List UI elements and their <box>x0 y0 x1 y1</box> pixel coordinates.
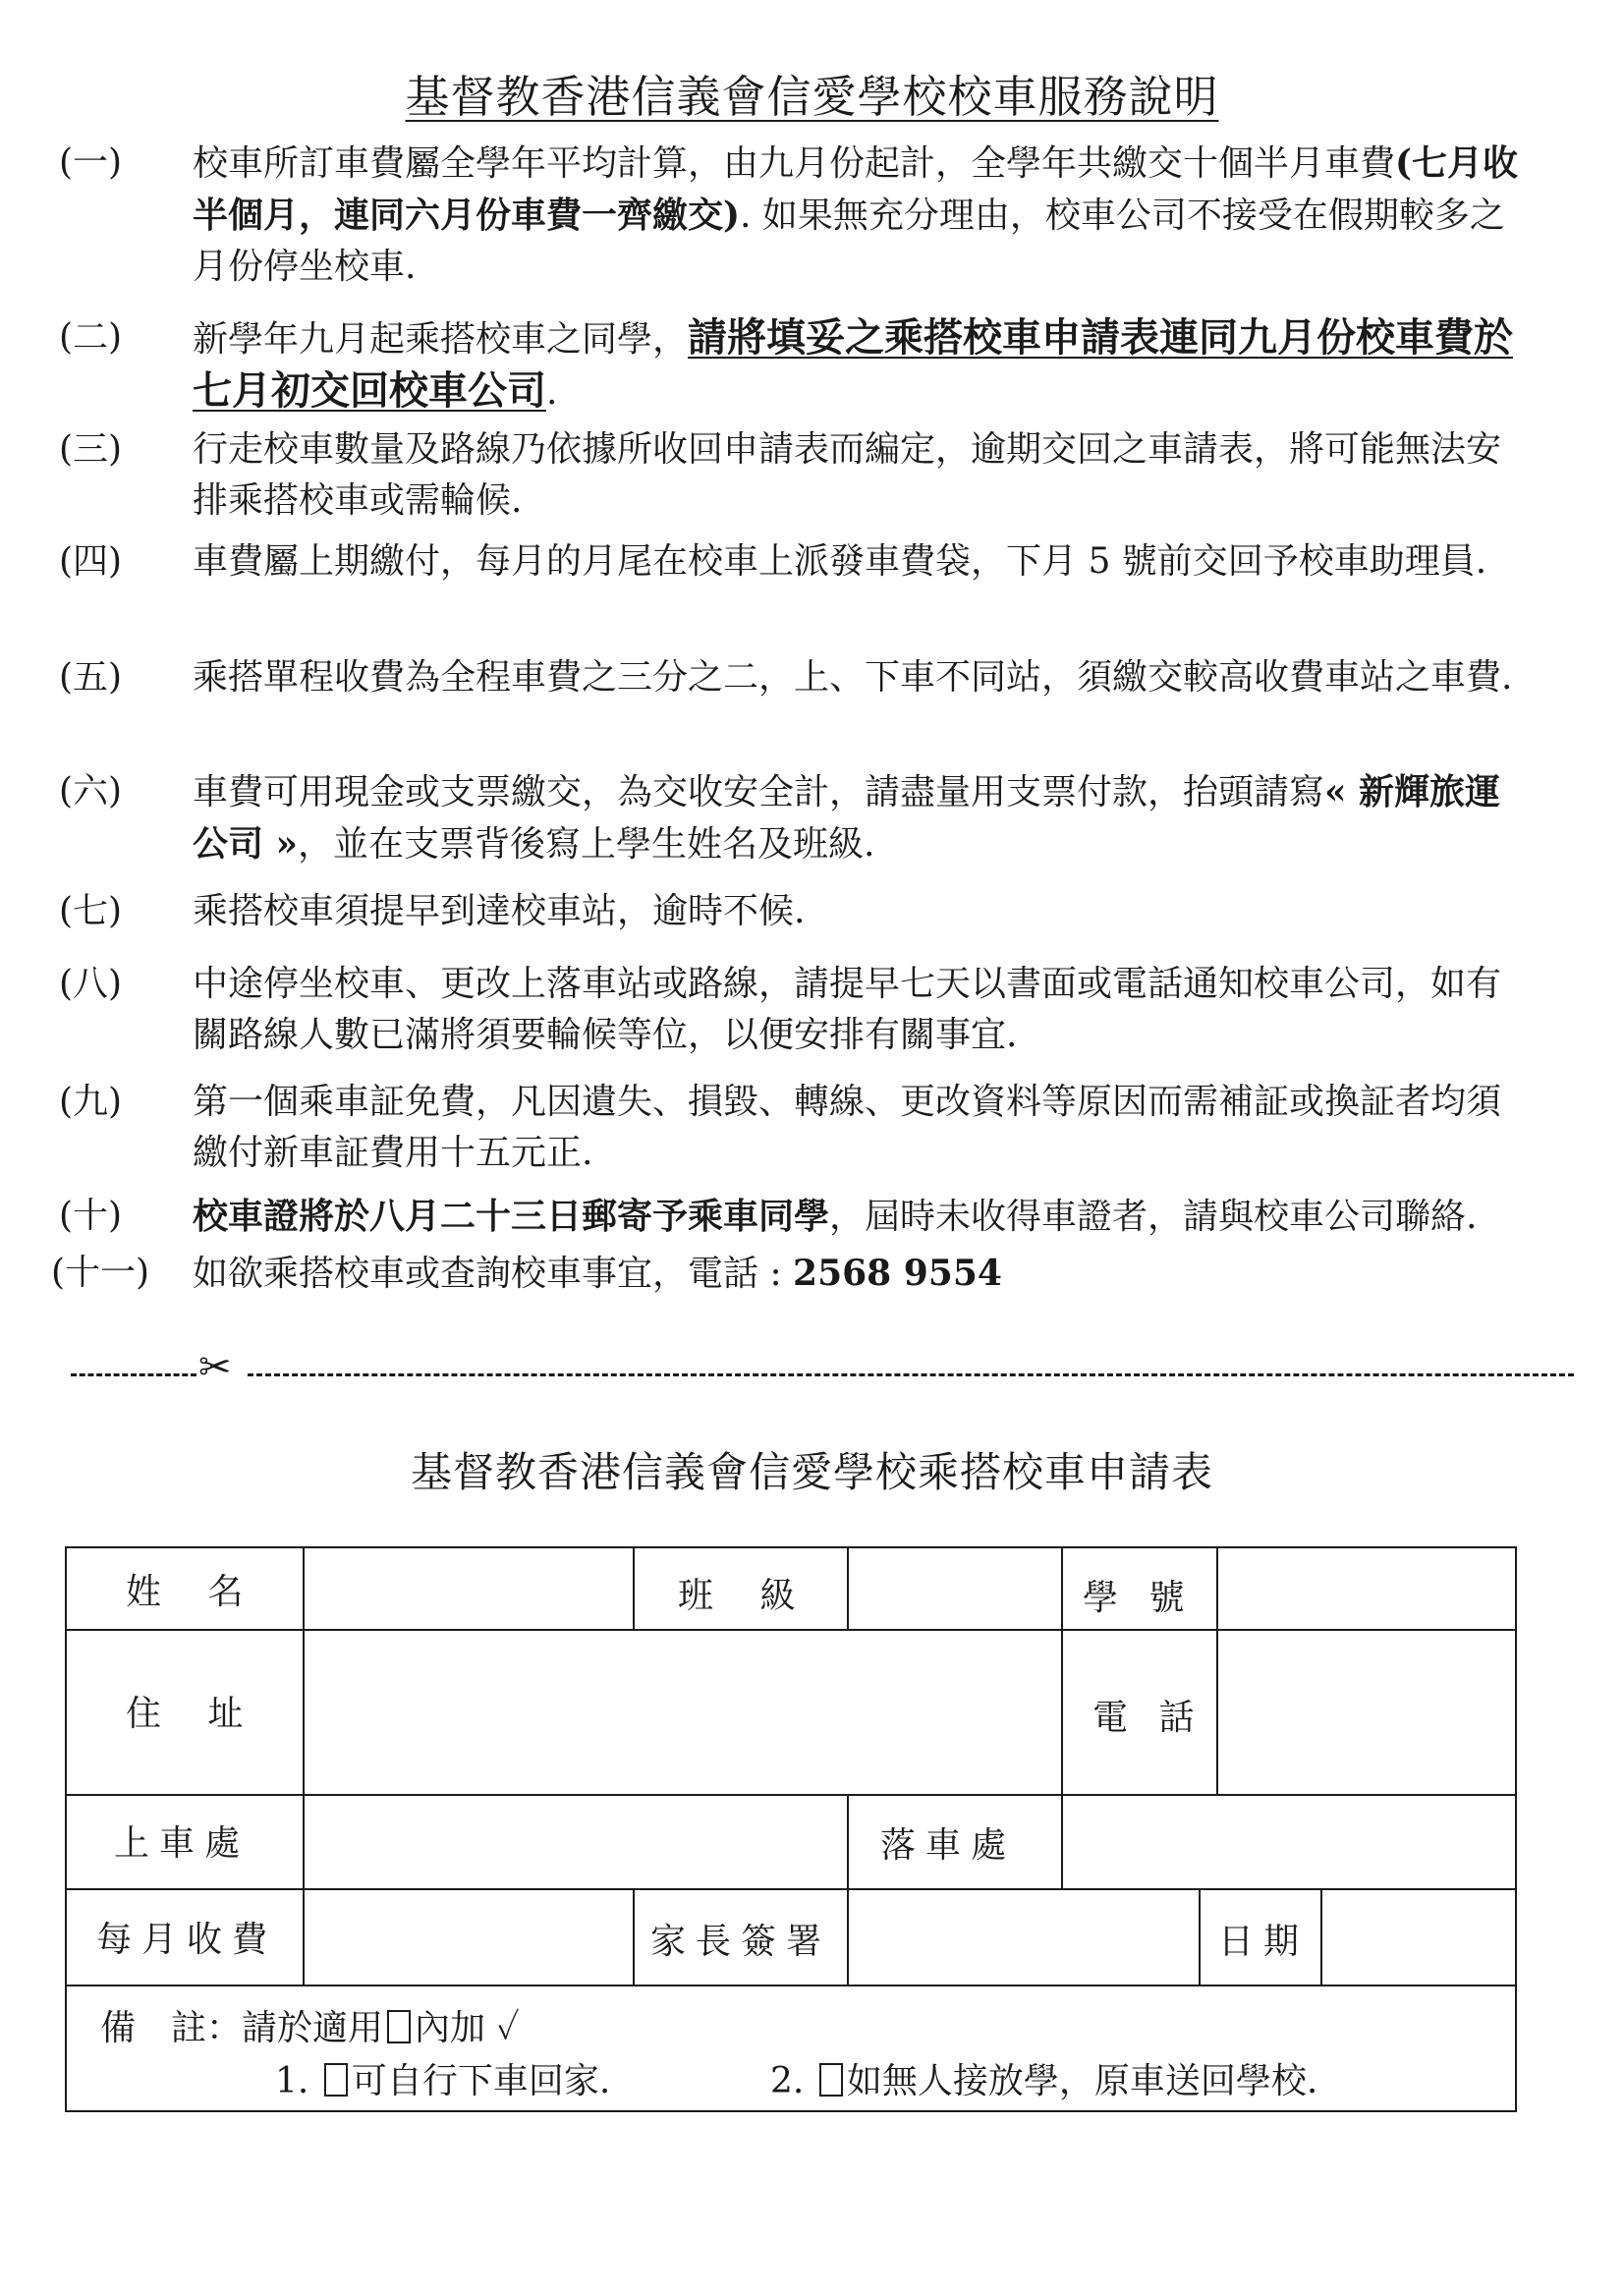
label-pickup: 上車處 <box>114 1823 251 1864</box>
rule-text-part: ，並在支票背後寫上學生姓名及班級. <box>298 824 875 865</box>
rule-text-part: 乘搭校車須提早到達校車站，逾時不候. <box>193 891 806 931</box>
rule-text-part: 車費屬上期繳付，每月的月尾在校車上派發車費袋，下月 5 號前交回予校車助理員. <box>193 541 1487 582</box>
label-class: 班 級 <box>678 1576 813 1616</box>
rule-number: (十) <box>59 1196 123 1236</box>
form-title: 基督教香港信義會信愛學校乘搭校車申請表 <box>410 1448 1213 1496</box>
remark-option-2 <box>770 2053 1317 2103</box>
label-phone: 電 話 <box>1092 1698 1204 1738</box>
rule-number: (十一) <box>51 1253 150 1293</box>
monthly-fee-field[interactable] <box>305 1890 633 1985</box>
rule-text <box>193 536 1529 587</box>
rule-text-part: 校車所訂車費屬全學年平均計算，由九月份起計，全學年共繳交十個半月車費 <box>193 143 1396 184</box>
rule-text-part: . <box>546 372 558 413</box>
label-address: 住 址 <box>126 1694 261 1734</box>
col-divider <box>633 1888 635 1985</box>
label-parent-signature: 家長簽署 <box>650 1922 832 1962</box>
label-monthly-fee: 每月收費 <box>96 1920 278 1960</box>
col-divider <box>1199 1888 1201 1985</box>
rule-text <box>193 424 1529 527</box>
rule-text-part: « 新輝旅運公司 » <box>193 771 1501 865</box>
notice-title <box>0 61 1624 125</box>
rule-text <box>193 959 1529 1061</box>
rule-number: (二) <box>59 317 123 358</box>
phone-field[interactable] <box>1218 1631 1515 1794</box>
label-date: 日期 <box>1218 1922 1310 1962</box>
rule-text-part: 中途停坐校車、更改上落車站或路線，請提早七天以書面或電話通知校車公司，如有關路線人數已滿將須要輪候等位，以便安排有關事宜. <box>193 964 1502 1055</box>
checkbox-icon <box>387 2010 411 2043</box>
notice-title-text: 基督教香港信義會信愛學校校車服務說明 <box>405 71 1219 123</box>
label-dropoff: 落車處 <box>880 1825 1017 1866</box>
class-field[interactable] <box>849 1548 1061 1629</box>
date-field[interactable] <box>1322 1890 1515 1985</box>
remarks-label: 備 註： <box>100 2008 243 2048</box>
option-1-checkbox[interactable] <box>324 2063 348 2097</box>
rule-text-part: 行走校車數量及路線乃依據所收回申請表而編定，逾期交回之車請表，將可能無法安排乘搭校車或需輪候. <box>193 429 1502 521</box>
rule-text-part: 2568 9554 <box>793 1253 1002 1294</box>
cut-dash-right <box>248 1373 1574 1376</box>
rule-text-part: . 如果無充分理由，校車公司不接受在假期較多之月份停坐校車. <box>193 196 1505 287</box>
rule-text-part: ，屆時未收得車證者，請與校車公司聯絡. <box>829 1197 1478 1237</box>
rule-text-part: 乘搭單程收費為全程車費之三分之二，上、下車不同站，須繳交較高收費車站之車費. <box>193 657 1513 698</box>
option-2-number: 2. <box>770 2061 805 2101</box>
remark-option-1 <box>275 2053 610 2103</box>
rule-number: (八) <box>59 964 123 1004</box>
rule-number: (三) <box>59 429 123 470</box>
rule-text <box>193 886 1529 937</box>
cut-line <box>71 1345 1505 1390</box>
rule-text-part: (七月收半個月，連同六月份車費一齊繳交) <box>193 142 1519 236</box>
rule-number: (四) <box>59 541 123 582</box>
option-1-text: 可自行下車回家. <box>351 2061 611 2101</box>
label-name: 姓 名 <box>126 1572 261 1612</box>
rule-text <box>193 1191 1529 1243</box>
rule-text-part: 校車證將於八月二十三日郵寄予乘車同學 <box>193 1196 830 1237</box>
option-2-text: 如無人接放學，原車送回學校. <box>846 2061 1318 2101</box>
remarks-row <box>100 2000 520 2050</box>
rule-text-part: 如欲乘搭校車或查詢校車事宜，電話 : <box>193 1254 794 1294</box>
rule-text-part: 車費可用現金或支票繳交，為交收安全計，請盡量用支票付款，抬頭請寫 <box>193 772 1325 812</box>
rule-text <box>193 766 1529 870</box>
pickup-field[interactable] <box>305 1796 847 1888</box>
rule-text-part: 第一個乘車証免費，凡因遺失、損毀、轉線、更改資料等原因而需補証或換証者均須繳付新車証費用十五元正. <box>193 1082 1502 1173</box>
student-no-field[interactable] <box>1218 1548 1515 1629</box>
row-divider <box>67 1888 1515 1890</box>
parent-signature-field[interactable] <box>849 1890 1199 1985</box>
label-student-no: 學 號 <box>1083 1578 1195 1618</box>
rule-number: (一) <box>59 142 123 183</box>
rule-text <box>193 1077 1529 1179</box>
col-divider <box>847 1794 849 1888</box>
rule-number: (七) <box>59 891 123 931</box>
col-divider <box>633 1548 635 1629</box>
remarks-instruction-tail: 內加 ✓ <box>415 2008 520 2048</box>
row-divider <box>67 1985 1515 1986</box>
rule-number: (五) <box>59 657 123 698</box>
address-field[interactable] <box>305 1631 1061 1794</box>
rule-text <box>193 138 1529 293</box>
application-form-table <box>65 1546 1517 2112</box>
rule-number: (六) <box>59 771 123 811</box>
name-field[interactable] <box>305 1548 633 1629</box>
rule-text <box>193 1248 1529 1300</box>
cut-dash-left <box>71 1373 196 1376</box>
remarks-instruction: 請於適用 <box>242 2008 384 2048</box>
rule-text <box>193 652 1529 703</box>
option-1-number: 1. <box>275 2061 309 2101</box>
rule-text <box>193 312 1529 419</box>
col-divider <box>1061 1548 1063 1794</box>
rule-number: (九) <box>59 1082 123 1122</box>
rule-text-part: 請將填妥之乘搭校車申請表連同九月份校車費於七月初交回校車公司 <box>193 314 1514 414</box>
rule-text-part: 新學年九月起乘搭校車之同學， <box>193 319 689 360</box>
dropoff-field[interactable] <box>1063 1796 1515 1888</box>
option-2-checkbox[interactable] <box>819 2063 843 2097</box>
scissors-icon: ✂ <box>198 1345 232 1390</box>
